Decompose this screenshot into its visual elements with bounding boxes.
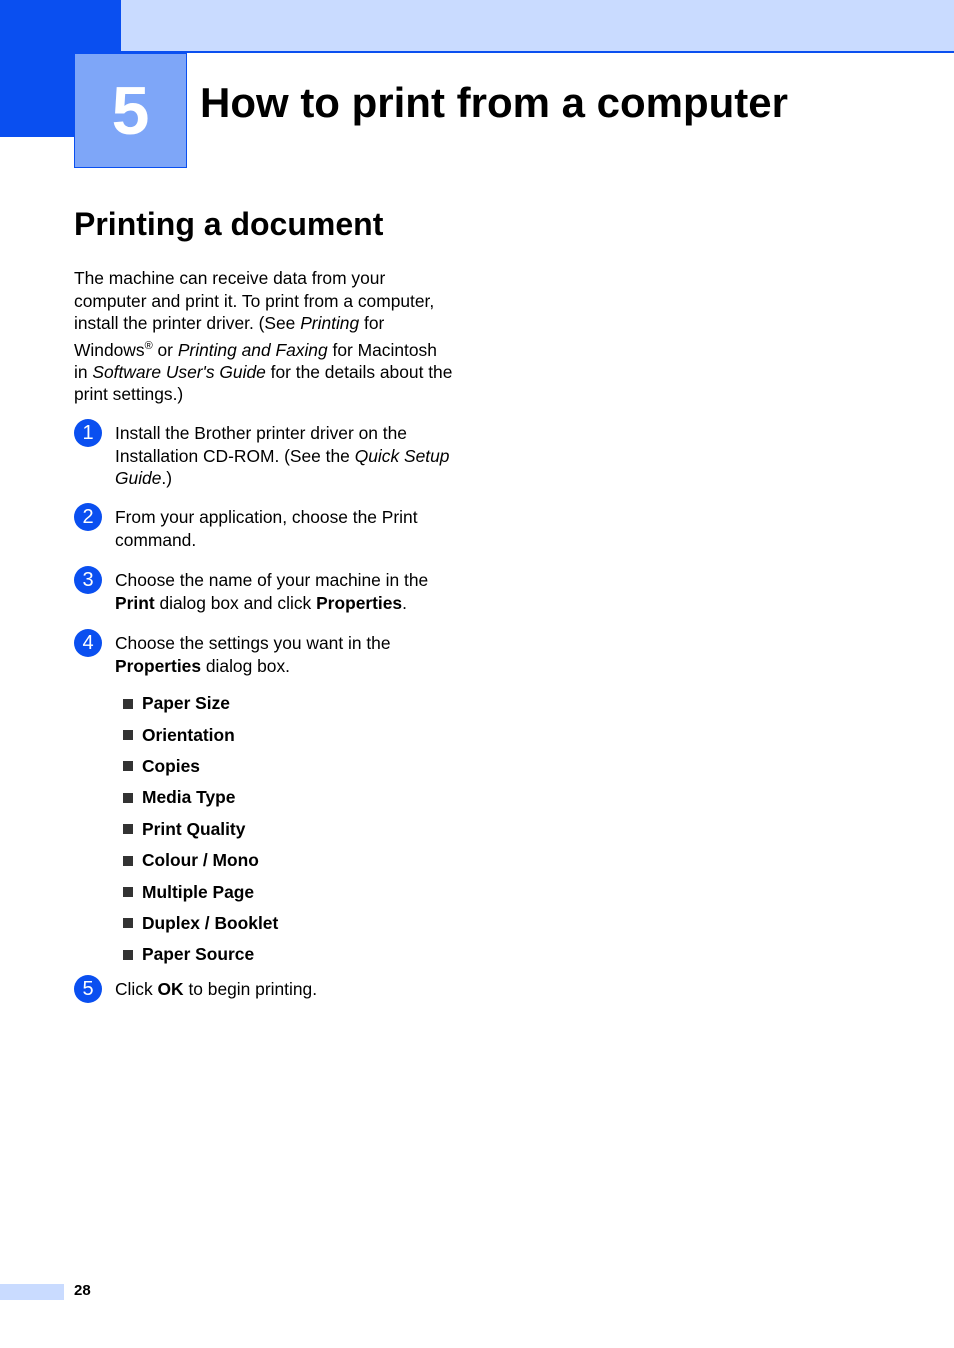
list-item: Print Quality bbox=[123, 814, 278, 845]
bullet-square-icon bbox=[123, 730, 133, 740]
intro-paragraph: The machine can receive data from your computer and print it. To print from a computer, install the printer driver. (See Printing for Windows® or Printing and Faxing for Macintosh in Software User's Guide for the details about the print settings.) bbox=[74, 268, 453, 405]
page-number: 28 bbox=[74, 1282, 91, 1299]
step-2 bbox=[74, 503, 454, 551]
list-item: Duplex / Booklet bbox=[123, 908, 278, 939]
step-4 bbox=[74, 629, 454, 677]
step-number: 4 bbox=[74, 629, 102, 657]
step-number: 2 bbox=[74, 503, 102, 531]
step-number: 3 bbox=[74, 566, 102, 594]
bullet-square-icon bbox=[123, 887, 133, 897]
chapter-number: 5 bbox=[111, 72, 150, 149]
list-item: Paper Source bbox=[123, 939, 278, 970]
chapter-number-box bbox=[74, 53, 187, 168]
bullet-square-icon bbox=[123, 918, 133, 928]
header-band-light bbox=[121, 0, 954, 53]
step-number: 5 bbox=[74, 975, 102, 1003]
step-text: Choose the settings you want in the Properties dialog box. bbox=[115, 633, 391, 676]
settings-list bbox=[123, 688, 278, 971]
list-item: Orientation bbox=[123, 719, 278, 750]
list-item: Colour / Mono bbox=[123, 845, 278, 876]
step-text: Click OK to begin printing. bbox=[115, 979, 318, 999]
bullet-square-icon bbox=[123, 856, 133, 866]
step-text: Choose the name of your machine in the Print dialog box and click Properties. bbox=[115, 570, 429, 613]
step-5 bbox=[74, 975, 454, 1001]
step-text: Install the Brother printer driver on the Installation CD-ROM. (See the Quick Setup Guide.) bbox=[115, 423, 450, 488]
bullet-square-icon bbox=[123, 824, 133, 834]
chapter-title: How to print from a computer bbox=[200, 79, 788, 126]
step-number: 1 bbox=[74, 419, 102, 447]
list-item: Multiple Page bbox=[123, 876, 278, 907]
list-item: Media Type bbox=[123, 782, 278, 813]
bullet-square-icon bbox=[123, 699, 133, 709]
list-item: Copies bbox=[123, 751, 278, 782]
bullet-square-icon bbox=[123, 761, 133, 771]
bullet-square-icon bbox=[123, 793, 133, 803]
footer-bar bbox=[0, 1284, 64, 1300]
section-title: Printing a document bbox=[74, 206, 384, 242]
step-text: From your application, choose the Print command. bbox=[115, 507, 418, 550]
step-1 bbox=[74, 419, 454, 490]
step-3 bbox=[74, 566, 454, 614]
list-item: Paper Size bbox=[123, 688, 278, 719]
bullet-square-icon bbox=[123, 950, 133, 960]
